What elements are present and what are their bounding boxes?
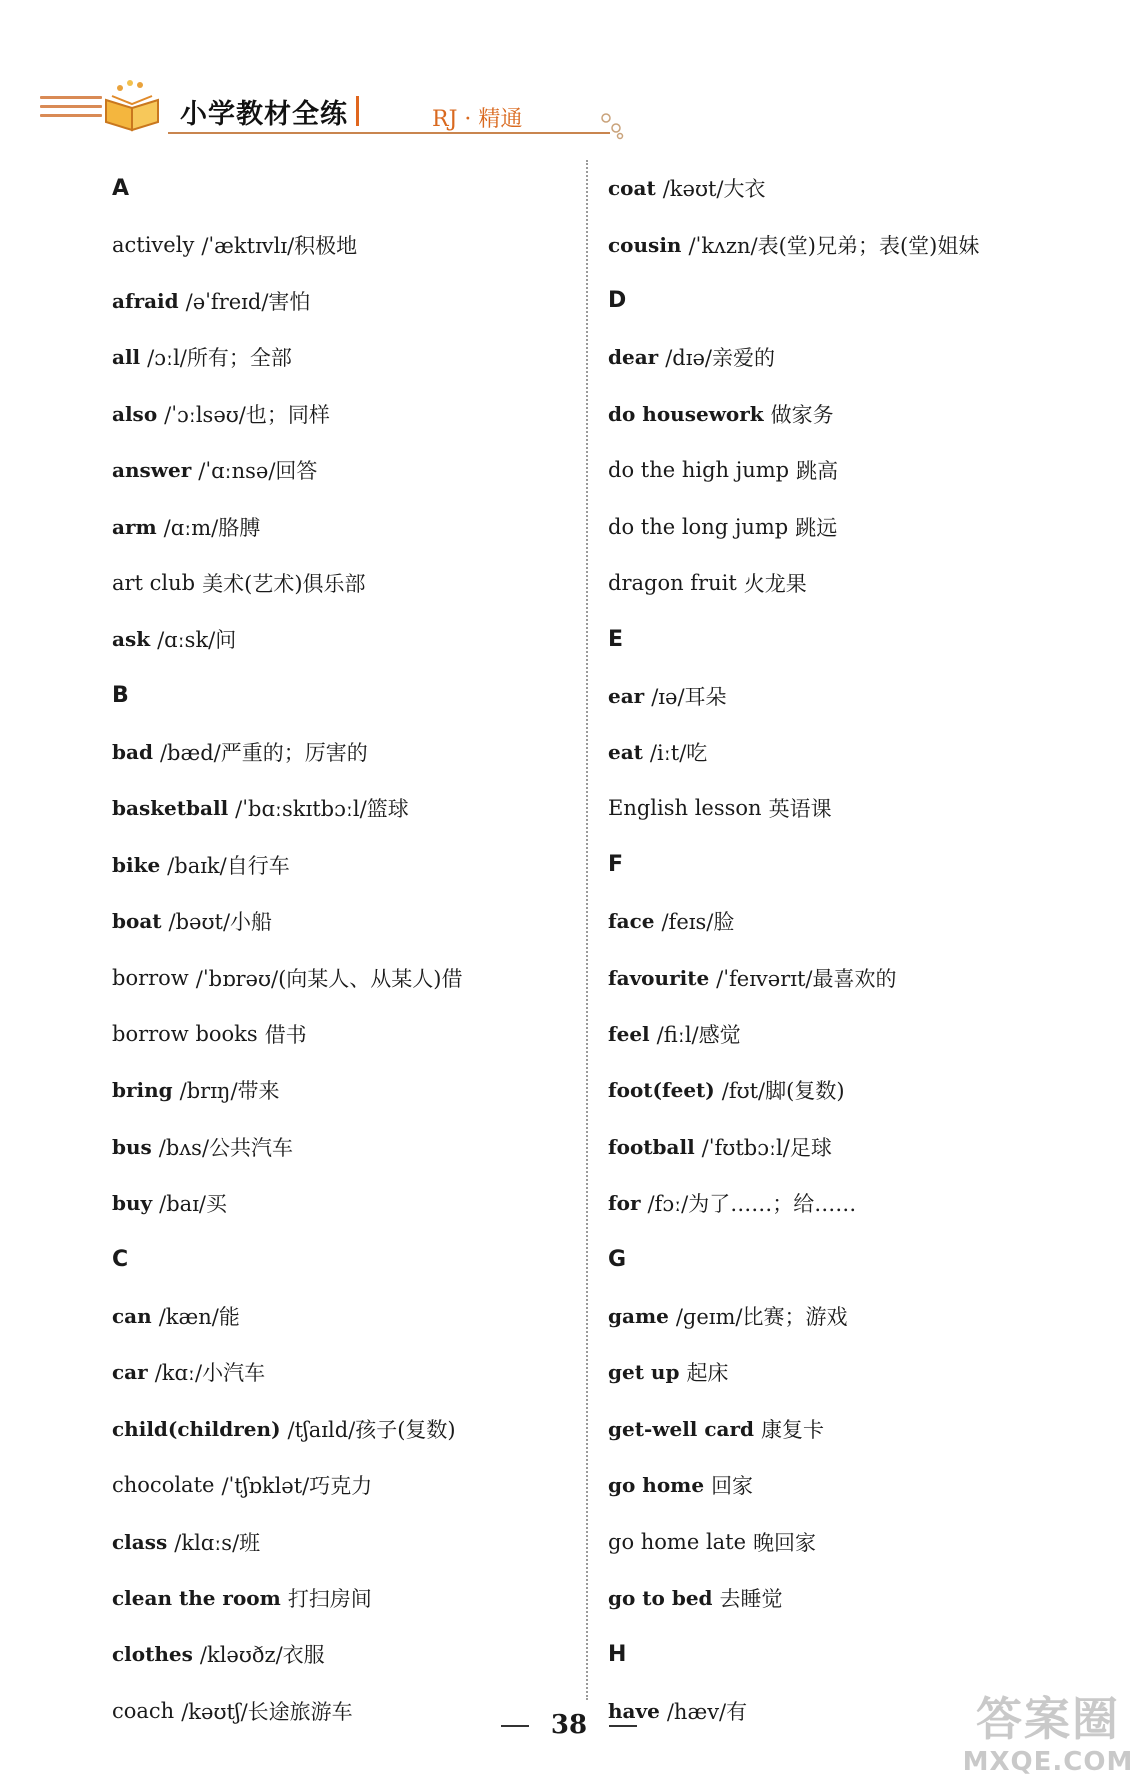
vocab-entry [608,1006,1078,1062]
vocab-word: borrow books [112,1022,258,1047]
vocab-word: buy [112,1191,153,1216]
open-book-icon [100,78,164,134]
vocab-definition: 火龙果 [743,571,807,596]
vocab-entry [608,1344,1078,1400]
column-divider [586,160,588,1700]
vocab-word: car [112,1360,148,1385]
vocab-entry [608,1062,1078,1118]
vocab-word: get up [608,1360,680,1385]
vocab-definition: 英语课 [768,797,832,822]
vocab-entry [112,273,582,329]
section-letter-row [608,1231,1078,1287]
vocab-word: borrow [112,965,189,990]
vocab-entry [112,724,582,780]
vocab-entry [112,1401,582,1457]
vocab-word: afraid [112,288,179,313]
vocab-entry [608,1457,1078,1513]
word-list-right-column [608,160,1078,1739]
vocab-definition: /ɑːm/胳膊 [163,515,261,540]
section-letter: E [608,626,624,652]
vocab-entry [608,329,1078,385]
vocab-entry [112,1288,582,1344]
vocab-word: can [112,1304,152,1328]
header-separator [356,96,359,126]
vocab-word: child(children) [112,1416,281,1441]
vocab-word: foot(feet) [608,1078,715,1103]
vocab-word: also [112,401,158,426]
section-letter: B [112,683,129,709]
vocab-entry [112,1006,582,1062]
vocab-word: bad [112,740,153,765]
section-letter: H [608,1641,627,1667]
vocab-entry [608,386,1078,442]
vocab-definition: 跳高 [796,459,839,484]
vocab-entry [608,668,1078,724]
vocab-word: do the long jump [608,514,789,539]
vocab-definition: /dɪə/亲爱的 [665,346,775,371]
vocab-word: get-well card [608,1416,755,1441]
vocab-word: face [608,909,655,934]
vocab-definition: /fɔː/为了……；给…… [647,1192,857,1217]
section-letter-row [608,611,1078,667]
vocab-entry [608,1175,1078,1231]
vocab-entry [112,1513,582,1569]
vocab-word: actively [112,232,195,257]
section-letter-row [112,160,582,216]
page-header [0,0,1138,150]
section-letter-row [608,837,1078,893]
section-letter: C [112,1247,129,1273]
section-letter-row [608,1626,1078,1682]
vocab-entry [112,498,582,554]
header-rule [168,132,610,134]
vocab-word: ear [608,683,645,708]
vocab-definition: /ɑːsk/问 [157,628,237,653]
vocab-word: art club [112,570,196,595]
vocab-definition: 做家务 [770,402,834,427]
vocab-definition: /iːt/吃 [649,741,708,766]
header-subtitle: RJ · 精通 [432,107,523,132]
vocab-word: for [608,1191,641,1216]
vocab-word: arm [112,514,157,539]
vocab-definition: /ˈbɒrəʊ/(向某人、从某人)借 [195,966,463,991]
vocab-entry [112,216,582,272]
vocab-definition: /ɪə/耳朵 [651,684,727,709]
vocab-definition: /ˈbɑːskɪtbɔːl/篮球 [235,797,409,822]
watermark-site: MXQE.COM [962,1747,1134,1777]
vocab-definition: 打扫房间 [287,1586,372,1611]
vocab-entry [112,555,582,611]
vocab-entry [112,1344,582,1400]
vocab-word: coach [112,1698,175,1723]
vocab-definition: /fʊt/脚(复数) [721,1079,845,1104]
vocab-word: bus [112,1134,152,1159]
vocab-definition: /tʃaɪld/孩子(复数) [287,1417,456,1442]
vocab-definition: /brɪŋ/带来 [179,1079,280,1104]
vocab-entry [608,1570,1078,1626]
vocab-entry [112,1062,582,1118]
vocab-entry [112,1457,582,1513]
vocab-definition: /kəʊtʃ/长途旅游车 [181,1699,353,1724]
header-decor-lines [40,96,102,123]
vocab-word: go home [608,1473,705,1498]
vocab-word: class [112,1529,168,1554]
word-list-left-column [112,160,582,1739]
vocab-entry [112,442,582,498]
vocab-entry [608,160,1078,216]
vocab-entry [112,329,582,385]
vocab-word: go to bed [608,1585,713,1610]
vocab-definition: /ˈfʊtbɔːl/足球 [701,1135,832,1160]
section-letter: D [608,288,627,314]
vocab-definition: /ˈfeɪvərɪt/最喜欢的 [716,966,897,991]
vocab-definition: /bæd/严重的；厉害的 [159,741,368,766]
vocab-definition: /kɑː/小汽车 [154,1361,266,1386]
watermark [958,1690,1138,1792]
vocab-word: answer [112,458,192,483]
vocab-word: English lesson [608,796,762,821]
page-number-text: 38 [550,1710,588,1740]
vocab-entry [608,216,1078,272]
vocab-word: coat [608,176,656,201]
vocab-entry [608,893,1078,949]
vocab-definition: /klɑːs/班 [174,1530,261,1555]
vocab-entry [112,611,582,667]
vocab-definition: /baɪ/买 [159,1192,227,1217]
vocab-definition: /ɡeɪm/比赛；游戏 [675,1305,848,1329]
vocab-word: bring [112,1078,173,1103]
vocab-definition: /ɔːl/所有；全部 [147,346,292,371]
vocab-entry [608,724,1078,780]
vocab-definition: /bʌs/公共汽车 [158,1135,294,1160]
vocab-word: dragon fruit [608,570,737,595]
vocab-definition: /baɪk/自行车 [167,853,290,878]
watermark-logo: 答案圈 [976,1692,1120,1746]
vocab-entry [608,1401,1078,1457]
vocab-definition: 跳远 [795,515,838,540]
vocab-word: bike [112,852,161,877]
vocab-definition: 借书 [264,1023,307,1048]
section-letter-row [112,1231,582,1287]
vocab-entry [608,555,1078,611]
vocab-word: boat [112,909,162,934]
vocab-entry [112,780,582,836]
section-letter: A [112,175,130,201]
vocab-word: do housework [608,401,764,426]
vocab-entry [112,1119,582,1175]
vocab-entry [112,837,582,893]
vocab-entry [608,949,1078,1005]
vocab-entry [608,1119,1078,1175]
vocab-definition: /əˈfreɪd/害怕 [185,289,311,314]
vocab-entry [112,949,582,1005]
vocab-word: game [608,1304,669,1328]
section-letter: G [608,1247,627,1273]
vocab-definition: 美术(艺术)俱乐部 [202,571,366,596]
vocab-entry [608,442,1078,498]
vocab-entry [112,1626,582,1682]
vocab-entry [608,498,1078,554]
vocab-definition: /kæn/能 [158,1305,240,1329]
vocab-word: chocolate [112,1473,215,1498]
vocab-definition: /hæv/有 [666,1699,748,1724]
vocab-definition: /ˈtʃɒklət/巧克力 [221,1474,373,1499]
vocab-entry [112,1175,582,1231]
vocab-definition: /ˈɔːlsəʊ/也；同样 [164,402,330,427]
vocab-word: ask [112,627,151,652]
section-letter: F [608,852,624,878]
section-letter-row [112,668,582,724]
vocab-definition: /ˈkʌzn/表(堂)兄弟；表(堂)姐妹 [688,233,980,258]
vocab-word: feel [608,1022,650,1047]
vocab-word: do the high jump [608,458,790,483]
vocab-definition: 回家 [711,1474,754,1499]
vocab-word: dear [608,345,659,370]
vocab-definition: /feɪs/脸 [661,910,735,935]
section-letter-row [608,273,1078,329]
vocab-definition: /kəʊt/大衣 [662,177,766,202]
vocab-definition: /ˈɑːnsə/回答 [198,459,318,484]
vocab-word: cousin [608,232,682,257]
vocab-word: basketball [112,796,229,821]
vocab-definition: /ˈæktɪvlɪ/积极地 [201,233,358,258]
vocab-word: clean the room [112,1585,281,1610]
vocab-definition: 去睡觉 [719,1586,783,1611]
vocab-entry [608,1288,1078,1344]
vocab-word: clothes [112,1642,193,1667]
vocab-entry [112,893,582,949]
vocab-entry [112,386,582,442]
vocab-word: all [112,345,141,370]
vocab-definition: /fiːl/感觉 [656,1023,741,1048]
vocab-word: have [608,1698,660,1723]
vocab-entry [608,1513,1078,1569]
header-end-decor [600,110,626,140]
vocab-definition: /bəʊt/小船 [168,910,273,935]
vocab-definition: 康复卡 [761,1417,825,1442]
vocab-word: favourite [608,965,710,990]
header-title: 小学教材全练 [180,99,348,130]
vocab-word: go home late [608,1529,747,1554]
vocab-definition: /kləʊðz/衣服 [199,1643,325,1668]
vocab-definition: 起床 [686,1361,729,1386]
vocab-entry [112,1570,582,1626]
vocab-definition: 晚回家 [753,1530,817,1555]
vocab-word: eat [608,740,643,765]
vocab-entry [608,780,1078,836]
vocab-word: football [608,1134,695,1159]
